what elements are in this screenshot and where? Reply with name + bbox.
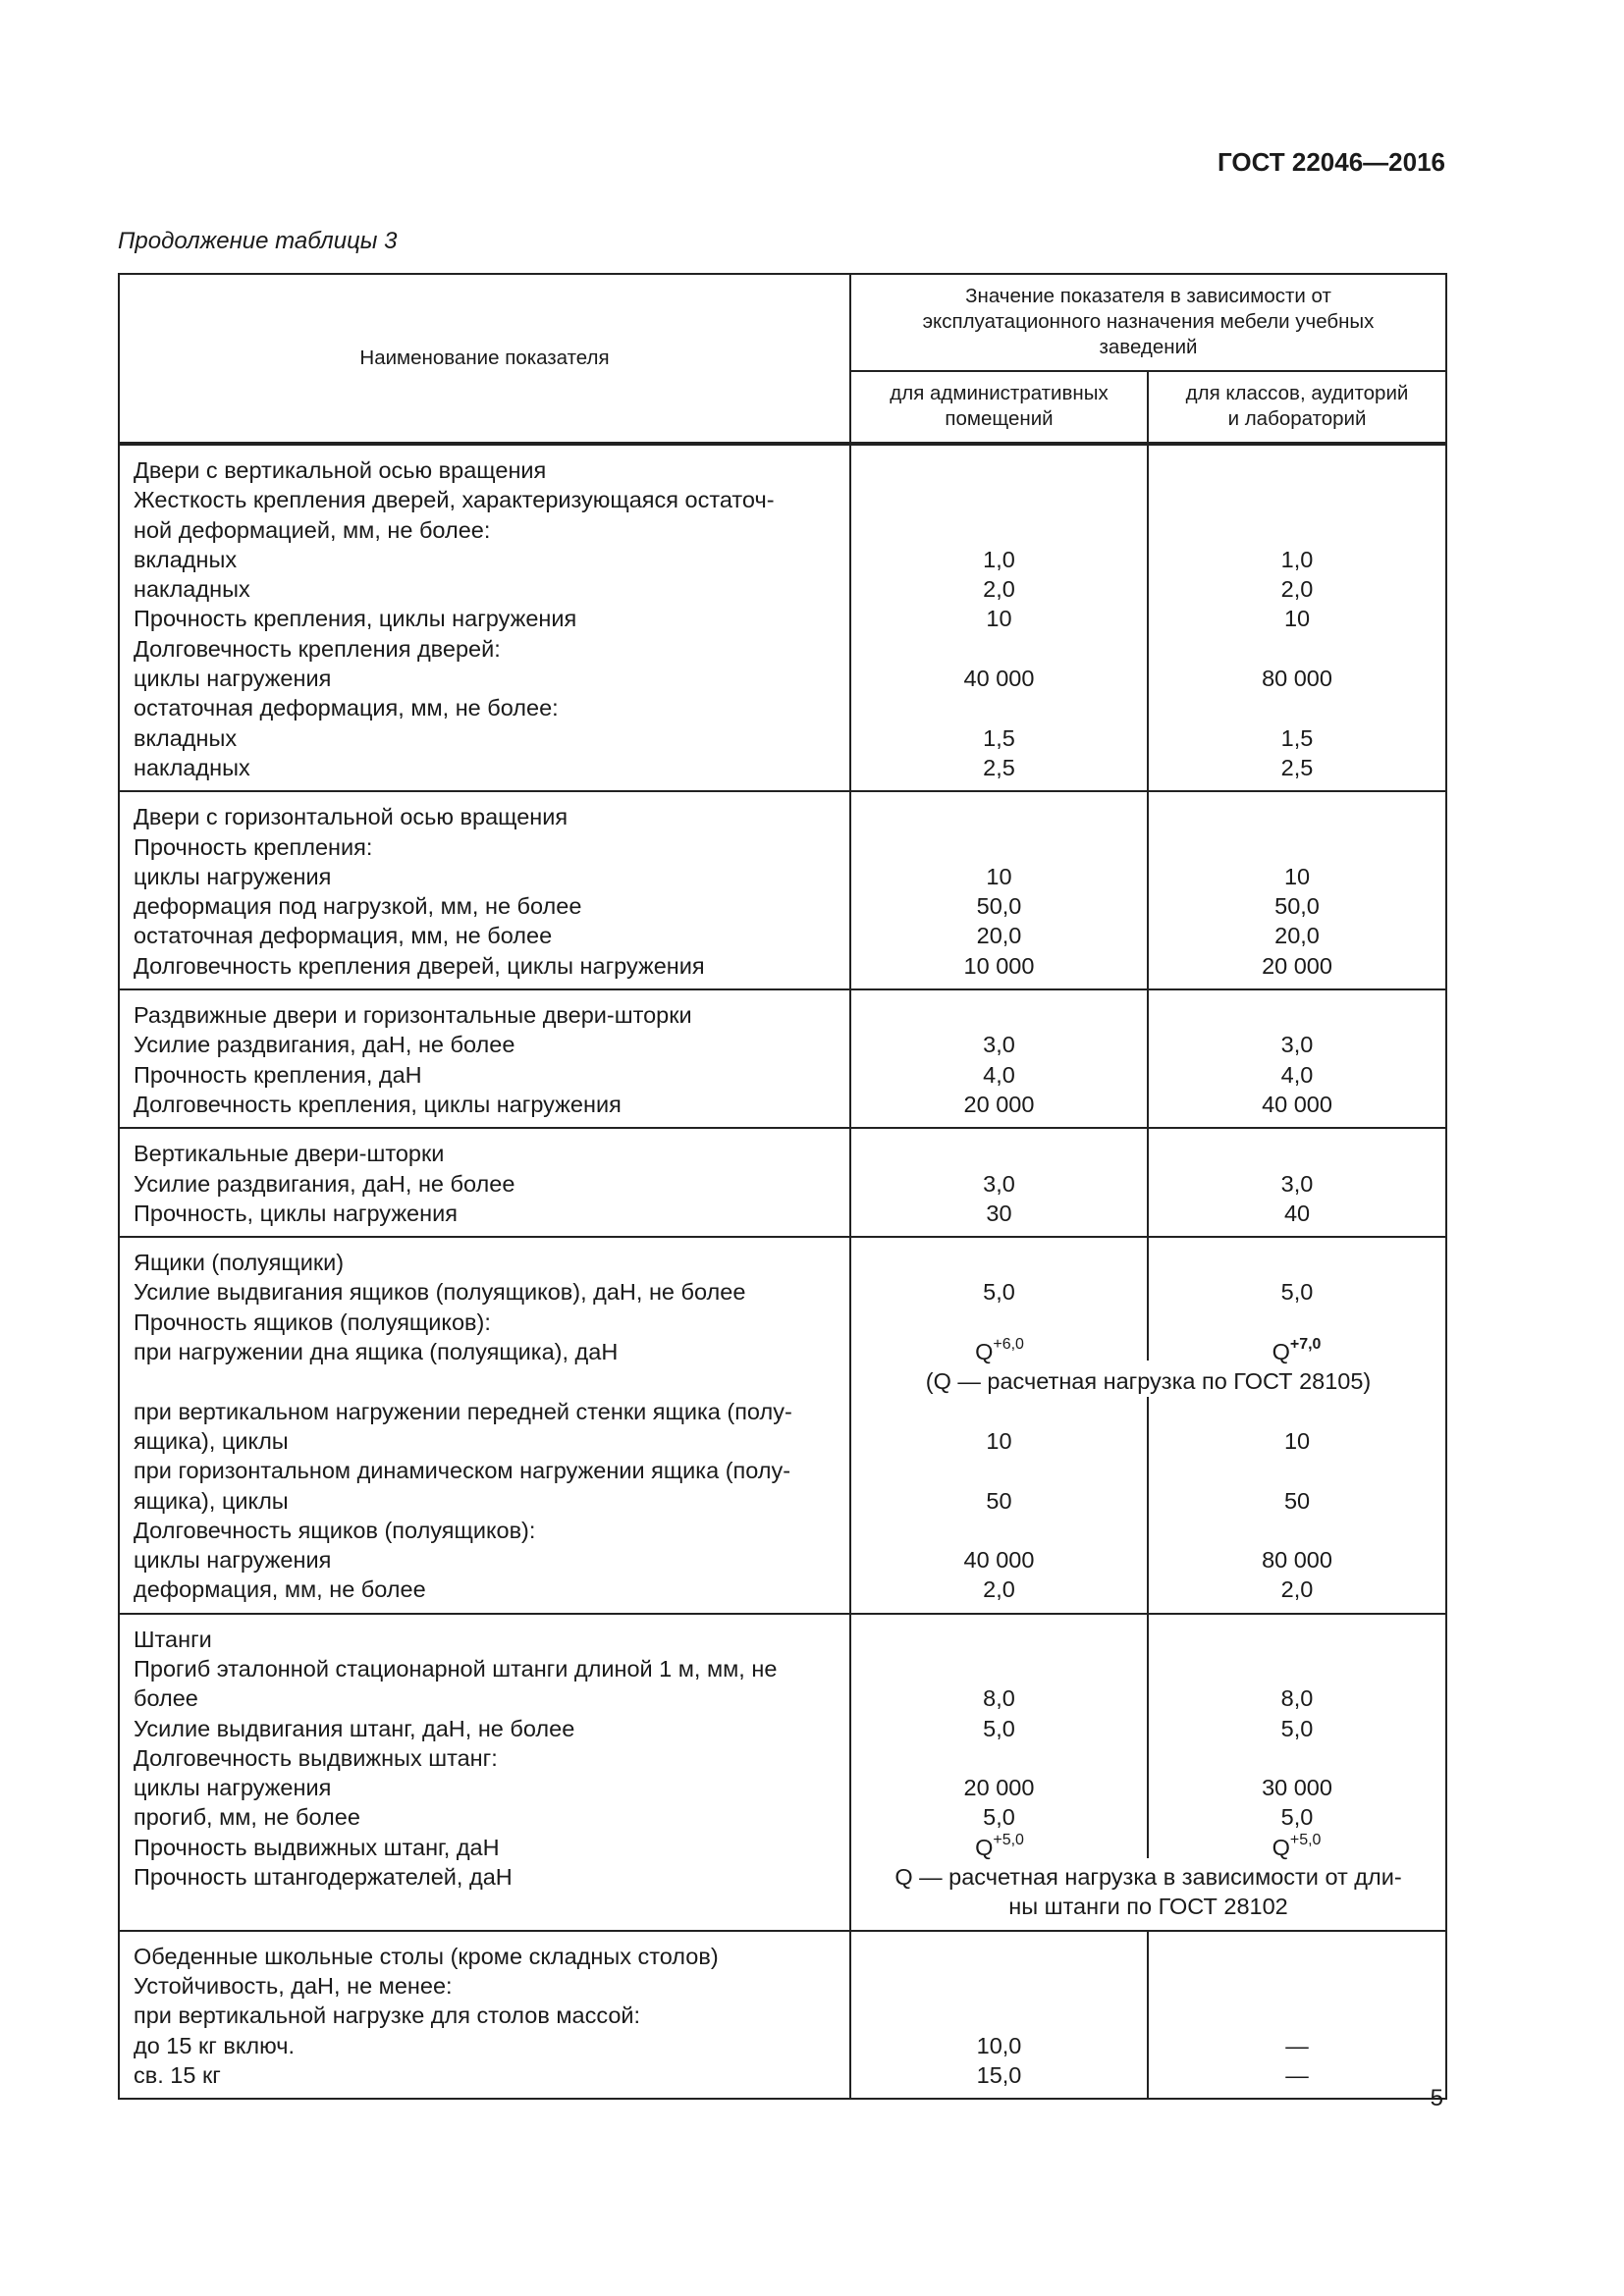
row-value: 1,5 xyxy=(1280,724,1314,751)
row-label: Долговечность крепления дверей, циклы нагружения xyxy=(134,952,705,979)
row-value: 15,0 xyxy=(976,2061,1022,2088)
row-value: 20 000 xyxy=(963,1091,1035,1117)
row-label: циклы нагружения xyxy=(134,666,332,692)
row-label: накладных xyxy=(134,754,250,780)
row-label: накладных xyxy=(134,576,250,603)
row-label: ной деформацией, мм, не более: xyxy=(134,516,491,543)
row-value: 40 000 xyxy=(963,1547,1035,1574)
page-number: 5 xyxy=(1430,2085,1443,2111)
row-value xyxy=(1163,832,1432,862)
row-value xyxy=(1163,1942,1432,1971)
row-label: до 15 кг включ. xyxy=(134,2032,295,2058)
col-header-class: для классов, аудиторий и лабораторий xyxy=(1148,371,1446,444)
row-value xyxy=(1163,2001,1432,2030)
row-value xyxy=(865,1000,1133,1030)
row-value: 10 xyxy=(1283,863,1311,889)
row-label: остаточная деформация, мм, не более xyxy=(134,923,553,949)
row-value: 40 xyxy=(1283,1200,1311,1226)
drawers-q-note: (Q — расчетная нагрузка по ГОСТ 28105) xyxy=(851,1366,1445,1396)
specs-table xyxy=(118,273,1447,2100)
row-value: 10,0 xyxy=(976,2032,1022,2058)
row-value: 8,0 xyxy=(983,1685,1015,1712)
row-value: 10 xyxy=(1283,1427,1311,1454)
row-label: Долговечность крепления, циклы нагружения xyxy=(134,1091,622,1117)
row-value: 20 000 xyxy=(1262,952,1332,979)
row-label: Прочность крепления, даН xyxy=(134,1061,422,1088)
row-label: Долговечность крепления дверей: xyxy=(134,635,501,662)
row-label: Прочность, циклы нагружения xyxy=(134,1200,458,1226)
row-value xyxy=(865,1743,1133,1773)
row-value: 4,0 xyxy=(983,1061,1015,1088)
row-value xyxy=(865,1516,1133,1545)
row-value xyxy=(1163,1516,1432,1545)
table-section xyxy=(119,791,1446,989)
row-value: 10 xyxy=(986,863,1012,889)
row-value xyxy=(1163,1248,1432,1277)
row-value xyxy=(1163,802,1432,831)
row-value: 30 xyxy=(986,1200,1012,1226)
row-value xyxy=(1163,1625,1432,1654)
row-value: 2,5 xyxy=(1280,754,1314,780)
row-value xyxy=(865,1654,1133,1683)
q-admin: Q xyxy=(975,1339,994,1365)
row-value: 2,0 xyxy=(1280,1576,1314,1603)
row-label: Раздвижные двери и горизонтальные двери-шторки xyxy=(134,1002,692,1029)
row-value xyxy=(865,1942,1133,1971)
row-value: 5,0 xyxy=(1280,1279,1314,1306)
row-label: остаточная деформация, мм, не более: xyxy=(134,695,559,721)
row-value xyxy=(1163,515,1432,545)
rods-q-note-2: ны штанги по ГОСТ 28102 xyxy=(1008,1894,1288,1920)
row-value: 80 000 xyxy=(1262,1547,1332,1574)
rods-q-class: Q xyxy=(1272,1834,1290,1860)
row-value: 5,0 xyxy=(1280,1715,1314,1741)
row-label: Усилие выдвигания штанг, даН, не более xyxy=(134,1715,575,1741)
row-value: — xyxy=(1285,2032,1309,2058)
row-value: 3,0 xyxy=(983,1032,1015,1058)
row-value: 3,0 xyxy=(1280,1032,1314,1058)
row-value: 40 000 xyxy=(1262,1091,1332,1117)
table-caption: Продолжение таблицы 3 xyxy=(118,228,398,254)
row-value xyxy=(865,1625,1133,1654)
row-label: циклы нагружения xyxy=(134,1775,332,1801)
row-value xyxy=(865,693,1133,722)
row-label: ящика), циклы xyxy=(134,1487,289,1514)
row-value xyxy=(865,515,1133,545)
row-value: 5,0 xyxy=(983,1279,1015,1306)
row-label: вкладных xyxy=(134,546,238,572)
row-value: 20 000 xyxy=(963,1775,1035,1801)
row-value: 8,0 xyxy=(1280,1685,1314,1712)
row-label: при вертикальной нагрузке для столов массой: xyxy=(134,2002,641,2029)
row-value xyxy=(1163,455,1432,485)
row-label: Долговечность ящиков (полуящиков): xyxy=(134,1517,536,1543)
row-value xyxy=(1163,634,1432,664)
row-value: 40 000 xyxy=(963,666,1035,692)
q-class-sup: +7,0 xyxy=(1289,1336,1322,1354)
row-value xyxy=(865,1308,1133,1337)
row-value: 4,0 xyxy=(1280,1061,1314,1088)
row-label: более xyxy=(134,1685,198,1712)
table-section xyxy=(119,1128,1446,1237)
row-value xyxy=(1163,1456,1432,1485)
row-label: Вертикальные двери-шторки xyxy=(134,1141,445,1167)
row-value: 1,0 xyxy=(983,546,1015,572)
rods-q-note-1: Q — расчетная нагрузка в зависимости от дли- xyxy=(894,1864,1402,1891)
row-value xyxy=(1163,1397,1432,1426)
row-value: 2,5 xyxy=(983,754,1015,780)
row-value xyxy=(1163,485,1432,514)
row-label: Прогиб эталонной стационарной штанги длиной 1 м, мм, не xyxy=(134,1655,778,1682)
section-dining-tables xyxy=(119,1931,1446,2099)
row-label: Жесткость крепления дверей, характеризующаяся остаточ- xyxy=(134,487,775,513)
row-value xyxy=(1163,1139,1432,1168)
row-value: 3,0 xyxy=(983,1170,1015,1197)
row-value xyxy=(865,634,1133,664)
row-value: 10 xyxy=(986,1427,1012,1454)
col-header-group: Значение показателя в зависимости от эксплуатационного назначения мебели учебных заведений xyxy=(850,274,1446,371)
row-value xyxy=(1163,1308,1432,1337)
row-value: 5,0 xyxy=(983,1804,1015,1831)
row-value xyxy=(1163,1743,1432,1773)
rods-q-admin: Q xyxy=(975,1834,994,1860)
row-label: Устойчивость, даН, не менее: xyxy=(134,1972,453,1999)
row-value: 20,0 xyxy=(1274,923,1320,949)
document-id: ГОСТ 22046—2016 xyxy=(1218,147,1445,177)
row-value: 5,0 xyxy=(1280,1804,1314,1831)
row-label: Усилие раздвигания, даН, не более xyxy=(134,1032,515,1058)
rods-extendable-label: Прочность выдвижных штанг, даН xyxy=(134,1834,500,1860)
row-value xyxy=(865,485,1133,514)
row-label: Усилие раздвигания, даН, не более xyxy=(134,1170,515,1197)
row-label: циклы нагружения xyxy=(134,863,332,889)
row-value: 10 xyxy=(986,606,1012,632)
row-label: деформация под нагрузкой, мм, не более xyxy=(134,893,582,920)
drawers-bottom-row xyxy=(119,1397,1446,1614)
row-value xyxy=(1163,1000,1432,1030)
row-value: 50 xyxy=(1283,1487,1311,1514)
row-value xyxy=(865,455,1133,485)
q-admin-sup: +6,0 xyxy=(993,1336,1024,1354)
row-label: при вертикальном нагружении передней стенки ящика (полу- xyxy=(134,1398,792,1424)
rods-note-row xyxy=(119,1833,1446,1931)
row-label: Обеденные школьные столы (кроме складных столов) xyxy=(134,1943,719,1969)
row-value xyxy=(865,1248,1133,1277)
row-value: 50,0 xyxy=(976,893,1022,920)
row-label: Двери с вертикальной осью вращения xyxy=(134,457,547,483)
rods-holders-label: Прочность штангодержателей, даН xyxy=(134,1864,513,1891)
row-label: Штанги xyxy=(134,1626,212,1652)
row-value xyxy=(865,1139,1133,1168)
row-value: — xyxy=(1285,2061,1309,2088)
col-header-admin: для административных помещений xyxy=(850,371,1148,444)
row-label: Усилие выдвигания ящиков (полуящиков), даН, не более xyxy=(134,1279,746,1306)
row-label: при горизонтальном динамическом нагружении ящика (полу- xyxy=(134,1458,791,1484)
table-section xyxy=(119,989,1446,1128)
row-label: Прочность ящиков (полуящиков): xyxy=(134,1308,491,1335)
row-value xyxy=(865,1971,1133,2001)
row-label: св. 15 кг xyxy=(134,2061,221,2088)
row-value: 3,0 xyxy=(1280,1170,1314,1197)
row-value: 2,0 xyxy=(983,576,1015,603)
row-value: 2,0 xyxy=(983,1576,1015,1603)
row-value xyxy=(865,832,1133,862)
table-section xyxy=(119,444,1446,791)
row-value: 1,5 xyxy=(983,724,1015,751)
row-label: деформация, мм, не более xyxy=(134,1576,426,1603)
rods-q-class-sup: +5,0 xyxy=(1289,1831,1322,1848)
row-value xyxy=(865,1456,1133,1485)
drawers-note-row xyxy=(119,1337,1446,1397)
row-value: 80 000 xyxy=(1262,666,1332,692)
row-value: 20,0 xyxy=(976,923,1022,949)
row-value xyxy=(1163,1654,1432,1683)
row-value xyxy=(865,1397,1133,1426)
rods-q-admin-sup: +5,0 xyxy=(993,1831,1024,1848)
row-value: 50,0 xyxy=(1274,893,1320,920)
row-label: циклы нагружения xyxy=(134,1547,332,1574)
row-value xyxy=(865,2001,1133,2030)
row-label: Долговечность выдвижных штанг: xyxy=(134,1744,498,1771)
row-value: 30 000 xyxy=(1262,1775,1332,1801)
section-drawers xyxy=(119,1237,1446,1337)
row-value: 2,0 xyxy=(1280,576,1314,603)
row-value: 5,0 xyxy=(983,1715,1015,1741)
row-value: 1,0 xyxy=(1280,546,1314,572)
row-value xyxy=(1163,1971,1432,2001)
row-label: Прочность крепления: xyxy=(134,833,373,860)
row-value xyxy=(865,802,1133,831)
col-header-name: Наименование показателя xyxy=(119,274,850,444)
row-label: Прочность крепления, циклы нагружения xyxy=(134,606,577,632)
row-label: Ящики (полуящики) xyxy=(134,1250,345,1276)
row-label: Двери с горизонтальной осью вращения xyxy=(134,804,568,830)
q-class: Q xyxy=(1272,1339,1290,1365)
row-value: 50 xyxy=(986,1487,1012,1514)
row-value: 10 xyxy=(1283,606,1311,632)
row-value xyxy=(1163,693,1432,722)
row-value: 10 000 xyxy=(963,952,1035,979)
section-rods xyxy=(119,1614,1446,1833)
row-label: вкладных xyxy=(134,724,238,751)
row-label: прогиб, мм, не более xyxy=(134,1804,360,1831)
drawers-bottom-load-label: при нагружении дна ящика (полуящика), даН xyxy=(134,1339,619,1365)
row-label: ящика), циклы xyxy=(134,1427,289,1454)
